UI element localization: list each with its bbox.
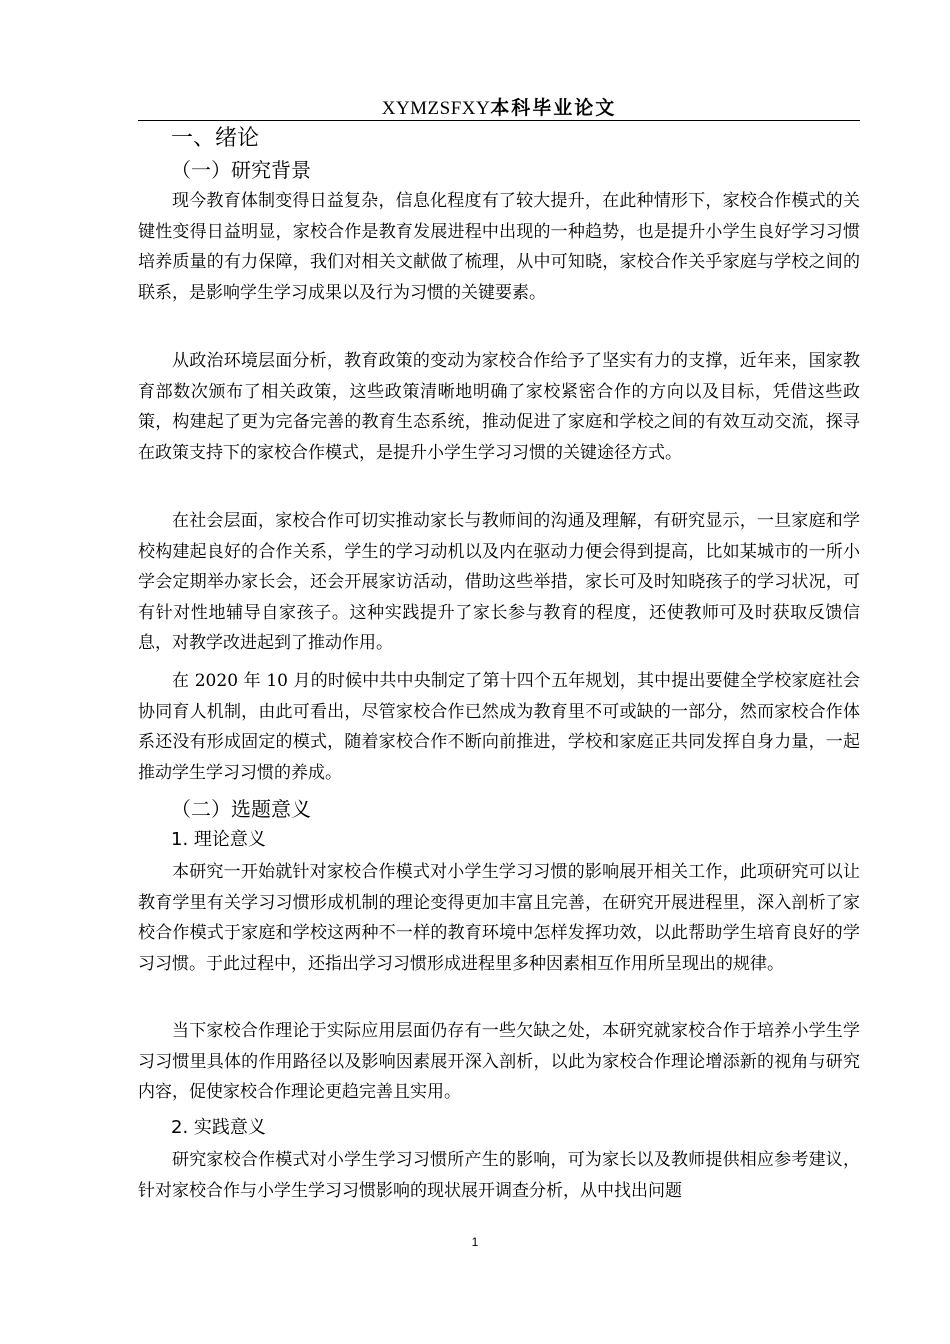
header-rule bbox=[138, 120, 860, 121]
paragraph-background-2: 从政治环境层面分析，教育政策的变动为家校合作给予了坚实有力的支撑，近年来，国家教育部数次颁布了相关政策，这些政策清晰地明确了家校紧密合作的方向以及目标，凭借这些政策，构建起了更为完备完善的教育生态系统，推动促进了家庭和学校之间的有效互动交流，探寻在政策支持下的家校合作模式，是提升小学生学习习惯的关键途径方式。 bbox=[138, 351, 860, 463]
subsection-title-practice: 2. 实践意义 bbox=[171, 1117, 266, 1138]
page-number: 1 bbox=[471, 1235, 479, 1249]
header-school-code: XYMZSFXY bbox=[381, 98, 491, 119]
section-title-background: （一）研究背景 bbox=[171, 158, 311, 182]
subsection-title-theory: 1. 理论意义 bbox=[171, 829, 266, 850]
paragraph-background-4: 在 2020 年 10 月的时候中共中央制定了第十四个五年规划，其中提出要健全学校家庭社会协同育人机制，由此可看出，尽管家校合作已然成为教育里不可或缺的一部分，然而家校合作体系还没有形成固定的模式，随着家校合作不断向前推进，学校和家庭正共同发挥自身力量，一起推动学生学习习惯的养成。 bbox=[138, 671, 860, 783]
running-header bbox=[138, 95, 860, 121]
paragraph-practice-1: 研究家校合作模式对小学生学习习惯所产生的影响，可为家长以及教师提供相应参考建议，针对家校合作与小学生学习习惯影响的现状展开调查分析，从中找出问题 bbox=[138, 1150, 860, 1201]
paragraph-theory-1: 本研究一开始就针对家校合作模式对小学生学习习惯的影响展开相关工作，此项研究可以让教育学里有关学习习惯形成机制的理论变得更加丰富且完善，在研究开展进程里，深入剖析了家校合作模式于家庭和学校这两种不一样的教育环境中怎样发挥功效，以此帮助学生培育良好的学习习惯。于此过程中，还指出学习习惯形成进程里多种因素相互作用所呈现出的规律。 bbox=[138, 862, 860, 974]
paragraph-theory-2: 当下家校合作理论于实际应用层面仍存有一些欠缺之处，本研究就家校合作于培养小学生学习习惯里具体的作用路径以及影响因素展开深入剖析，以此为家校合作理论增添新的视角与研究内容，促使家校合作理论更趋完善且实用。 bbox=[138, 1021, 860, 1103]
chapter-title: 一、绪论 bbox=[171, 126, 260, 151]
paragraph-background-3: 在社会层面，家校合作可切实推动家长与教师间的沟通及理解，有研究显示，一旦家庭和学校构建起良好的合作关系，学生的学习动机以及内在驱动力便会得到提高，比如某城市的一所小学会定期举办家长会，还会开展家访活动，借助这些举措，家长可及时知晓孩子的学习状况，可有针对性地辅导自家孩子。这种实践提升了家长参与教育的程度，还使教师可及时获取反馈信息，对教学改进起到了推动作用。 bbox=[138, 511, 860, 654]
section-title-significance: （二）选题意义 bbox=[171, 797, 311, 821]
paragraph-background-1: 现今教育体制变得日益复杂，信息化程度有了较大提升，在此种情形下，家校合作模式的关键性变得日益明显，家校合作是教育发展进程中出现的一种趋势，也是提升小学生良好学习习惯培养质量的有力保障，我们对相关文献做了梳理，从中可知晓，家校合作关乎家庭与学校之间的联系，是影响学生学习成果以及行为习惯的关键要素。 bbox=[138, 191, 860, 303]
header-thesis-label: 本科毕业论文 bbox=[490, 97, 617, 119]
